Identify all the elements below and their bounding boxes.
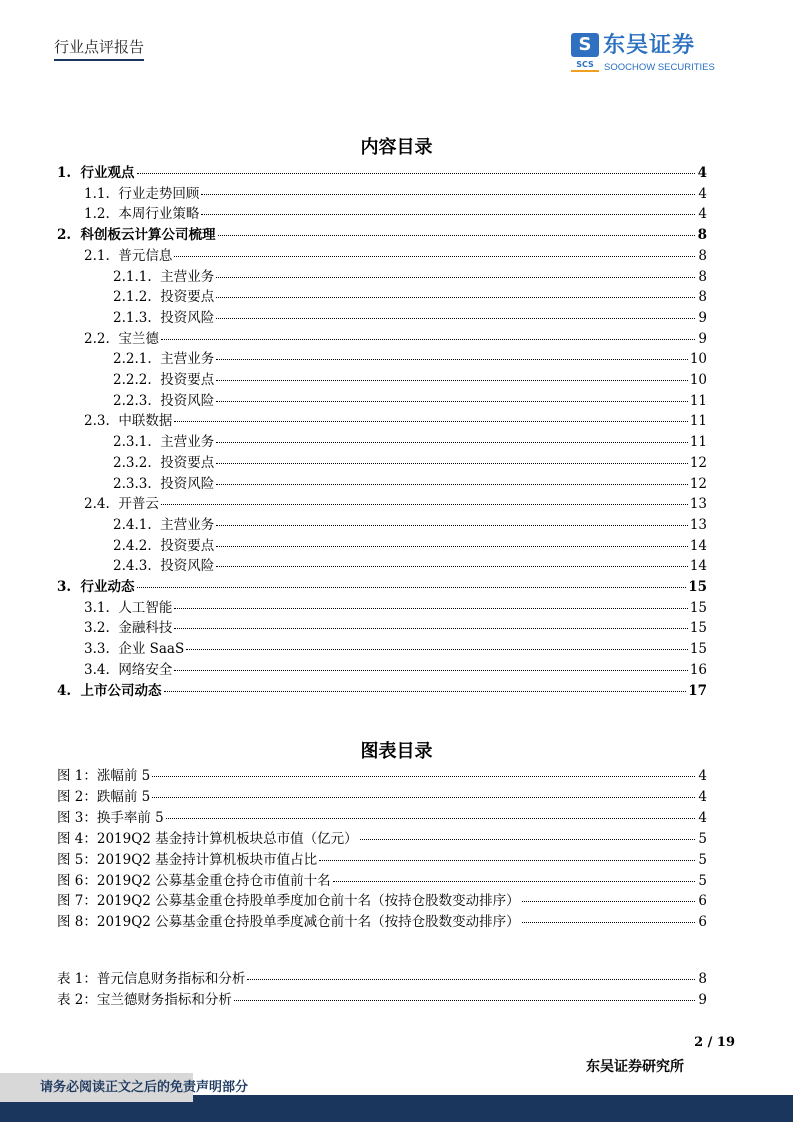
entry-page: 9 [698, 309, 707, 326]
entry-page: 8 [698, 247, 707, 264]
logo-mark-icon: S [571, 33, 599, 57]
dot-leader [216, 277, 695, 278]
dot-leader [216, 442, 688, 443]
dot-leader [137, 173, 696, 174]
entry-page: 12 [689, 475, 707, 492]
dot-leader [247, 979, 695, 980]
dot-leader [216, 525, 688, 526]
dot-leader [201, 214, 695, 215]
entry-page: 5 [698, 872, 707, 889]
toc-entry[interactable] [84, 412, 707, 430]
entry-page: 11 [689, 413, 707, 430]
dot-leader [152, 797, 695, 798]
toc-entry[interactable] [57, 991, 707, 1009]
entry-page: 16 [689, 661, 707, 678]
entry-label: 表 1：普元信息财务指标和分析 [57, 971, 246, 987]
entry-page: 5 [698, 851, 707, 868]
toc-entry[interactable] [57, 872, 707, 890]
entry-label: 2.3.1. 主营业务 [113, 434, 215, 451]
entry-label: 2.3.2. 投资要点 [113, 454, 215, 471]
entry-label: 2.2.1. 主营业务 [113, 351, 215, 368]
entry-label: 2.4. 开普云 [84, 496, 159, 513]
toc-entry[interactable] [113, 433, 707, 451]
toc-entry[interactable] [113, 309, 707, 327]
toc-title: 内容目录 [360, 137, 433, 158]
entry-page: 10 [689, 351, 707, 368]
entry-page: 8 [697, 227, 707, 244]
entry-label: 1.1. 行业走势回顾 [84, 185, 200, 202]
dot-leader [216, 380, 688, 381]
dot-leader [166, 818, 695, 819]
dot-leader [174, 670, 687, 671]
toc-entry[interactable] [84, 619, 707, 637]
entry-label: 2.4.3. 投资风险 [113, 558, 215, 575]
dot-leader [152, 776, 695, 777]
toc-entry[interactable] [113, 350, 707, 368]
toc-entry[interactable] [113, 371, 707, 389]
dot-leader [216, 297, 695, 298]
toc-entry[interactable] [57, 226, 707, 244]
dot-leader [216, 546, 688, 547]
dot-leader [174, 421, 687, 422]
dot-leader [216, 359, 688, 360]
toc-entry[interactable] [84, 205, 707, 223]
entry-label: 2.1.3. 投资风险 [113, 309, 215, 326]
entry-page: 4 [698, 788, 707, 805]
entry-label: 图 8：2019Q2 公募基金重仓持股单季度减仓前十名（按持仓股数变动排序） [57, 914, 520, 931]
page-number: 2 / 19 [694, 1035, 735, 1050]
toc-entry[interactable] [57, 767, 707, 785]
entry-page: 5 [698, 830, 707, 847]
entry-page: 13 [689, 496, 707, 513]
entry-label: 图 4：2019Q2 基金持计算机板块总市值（亿元） [57, 830, 358, 847]
entry-label: 图 5：2019Q2 基金持计算机板块市值占比 [57, 851, 318, 868]
toc-entry[interactable] [57, 830, 707, 848]
logo-en: SOOCHOW SECURITIES [604, 62, 715, 73]
entry-page: 4 [698, 185, 707, 202]
dot-leader [216, 401, 688, 402]
dot-leader [522, 922, 695, 923]
dot-leader [137, 587, 687, 588]
entry-label: 3.1. 人工智能 [84, 599, 173, 616]
logo-abbr: SCS [571, 60, 599, 72]
entry-label: 2.3. 中联数据 [84, 413, 173, 430]
entry-label: 2.1.1. 主营业务 [113, 268, 215, 285]
entry-label: 2.2.2. 投资要点 [113, 372, 215, 388]
entry-label: 2.4.1. 主营业务 [113, 516, 215, 533]
report-type-label: 行业点评报告 [54, 37, 144, 61]
entry-label: 图 2：跌幅前 5 [57, 788, 151, 805]
entry-label: 2.2.3. 投资风险 [113, 392, 215, 409]
toc-entry[interactable] [57, 164, 707, 182]
entry-page: 15 [689, 620, 707, 637]
toc-entry[interactable] [113, 288, 707, 306]
entry-label: 图 6：2019Q2 公募基金重仓持仓市值前十名 [57, 872, 331, 889]
entry-page: 4 [698, 768, 707, 784]
entry-page: 15 [688, 579, 707, 595]
toc-entry[interactable] [113, 537, 707, 555]
toc-entry[interactable] [57, 970, 707, 988]
toc-entry[interactable] [84, 640, 707, 658]
dot-leader [161, 504, 688, 505]
toc-entry[interactable] [57, 913, 707, 931]
toc-entry[interactable] [57, 892, 707, 910]
entry-page: 9 [698, 992, 707, 1008]
dot-leader [360, 839, 695, 840]
entry-label: 图 3：换手率前 5 [57, 809, 164, 826]
entry-label: 3.3. 企业 SaaS [84, 641, 185, 658]
entry-page: 15 [689, 599, 707, 616]
entry-page: 11 [689, 392, 707, 409]
disclaimer-box [0, 1073, 249, 1102]
dot-leader [164, 691, 687, 692]
dot-leader [201, 194, 695, 195]
entry-label: 2.4.2. 投资要点 [113, 537, 215, 554]
toc-entry[interactable] [84, 599, 707, 617]
entry-label: 1.2. 本周行业策略 [84, 206, 200, 223]
entry-label: 2.3.3. 投资风险 [113, 475, 215, 492]
dot-leader [218, 235, 696, 236]
toc-entry[interactable] [57, 578, 707, 596]
entry-page: 15 [689, 641, 707, 658]
entry-label: 4. 上市公司动态 [57, 682, 162, 699]
dot-leader [216, 484, 688, 485]
entry-label: 2.1. 普元信息 [84, 247, 173, 264]
toc-entry[interactable] [84, 185, 707, 203]
dot-leader [234, 1000, 695, 1001]
toc-entry[interactable] [57, 788, 707, 806]
toc-entry[interactable] [84, 495, 707, 513]
dot-leader [333, 881, 695, 882]
dot-leader [186, 649, 688, 650]
toc-entry[interactable] [113, 557, 707, 575]
entry-label: 3.4. 网络安全 [84, 661, 173, 678]
entry-page: 8 [698, 268, 707, 285]
entry-page: 4 [698, 206, 707, 223]
soochow-logo [571, 33, 731, 77]
toc-entry[interactable] [113, 475, 707, 493]
entry-page: 8 [698, 289, 707, 306]
entry-label: 1. 行业观点 [57, 165, 135, 181]
toc-entry[interactable] [113, 516, 707, 534]
dot-leader [174, 256, 695, 257]
entry-page: 17 [688, 682, 707, 699]
entry-page: 4 [697, 165, 707, 181]
entry-label: 2. 科创板云计算公司梳理 [57, 227, 216, 244]
toc-entry[interactable] [57, 682, 707, 700]
entry-label: 2.1.2. 投资要点 [113, 289, 215, 306]
dot-leader [319, 860, 695, 861]
toc-entry[interactable] [84, 661, 707, 679]
entry-page: 12 [689, 454, 707, 471]
entry-label: 3.2. 金融科技 [84, 620, 173, 637]
dot-leader [161, 339, 695, 340]
dot-leader [522, 901, 695, 902]
toc-entry[interactable] [57, 851, 707, 869]
dot-leader [216, 566, 688, 567]
entry-page: 14 [689, 558, 707, 575]
logo-cn: 东吴证券 [603, 33, 696, 58]
entry-page: 6 [698, 914, 707, 931]
toc-entry[interactable] [113, 454, 707, 472]
entry-page: 8 [698, 971, 707, 987]
entry-page: 6 [698, 893, 707, 910]
toc-entry[interactable] [113, 392, 707, 410]
entry-label: 图 7：2019Q2 公募基金重仓持股单季度加仓前十名（按持仓股数变动排序） [57, 893, 520, 910]
toc-entry[interactable] [113, 268, 707, 286]
dot-leader [174, 628, 687, 629]
entry-label: 图 1：涨幅前 5 [57, 768, 151, 784]
entry-label: 2.2. 宝兰德 [84, 330, 159, 347]
dot-leader [174, 608, 687, 609]
entry-page: 9 [698, 330, 707, 347]
entry-page: 4 [698, 809, 707, 826]
entry-page: 14 [689, 537, 707, 554]
dot-leader [216, 463, 688, 464]
figures-title: 图表目录 [360, 741, 433, 762]
dot-leader [216, 318, 695, 319]
toc-entry[interactable] [84, 330, 707, 348]
entry-label: 3. 行业动态 [57, 579, 135, 595]
institute-name: 东吴证券研究所 [586, 1059, 684, 1075]
toc-entry[interactable] [57, 809, 707, 827]
entry-page: 13 [689, 516, 707, 533]
entry-label: 表 2：宝兰德财务指标和分析 [57, 992, 232, 1008]
entry-page: 10 [689, 372, 707, 388]
entry-page: 11 [689, 434, 707, 451]
toc-entry[interactable] [84, 247, 707, 265]
disclaimer-text: 请务必阅读正文之后的免责声明部分 [40, 1080, 249, 1095]
